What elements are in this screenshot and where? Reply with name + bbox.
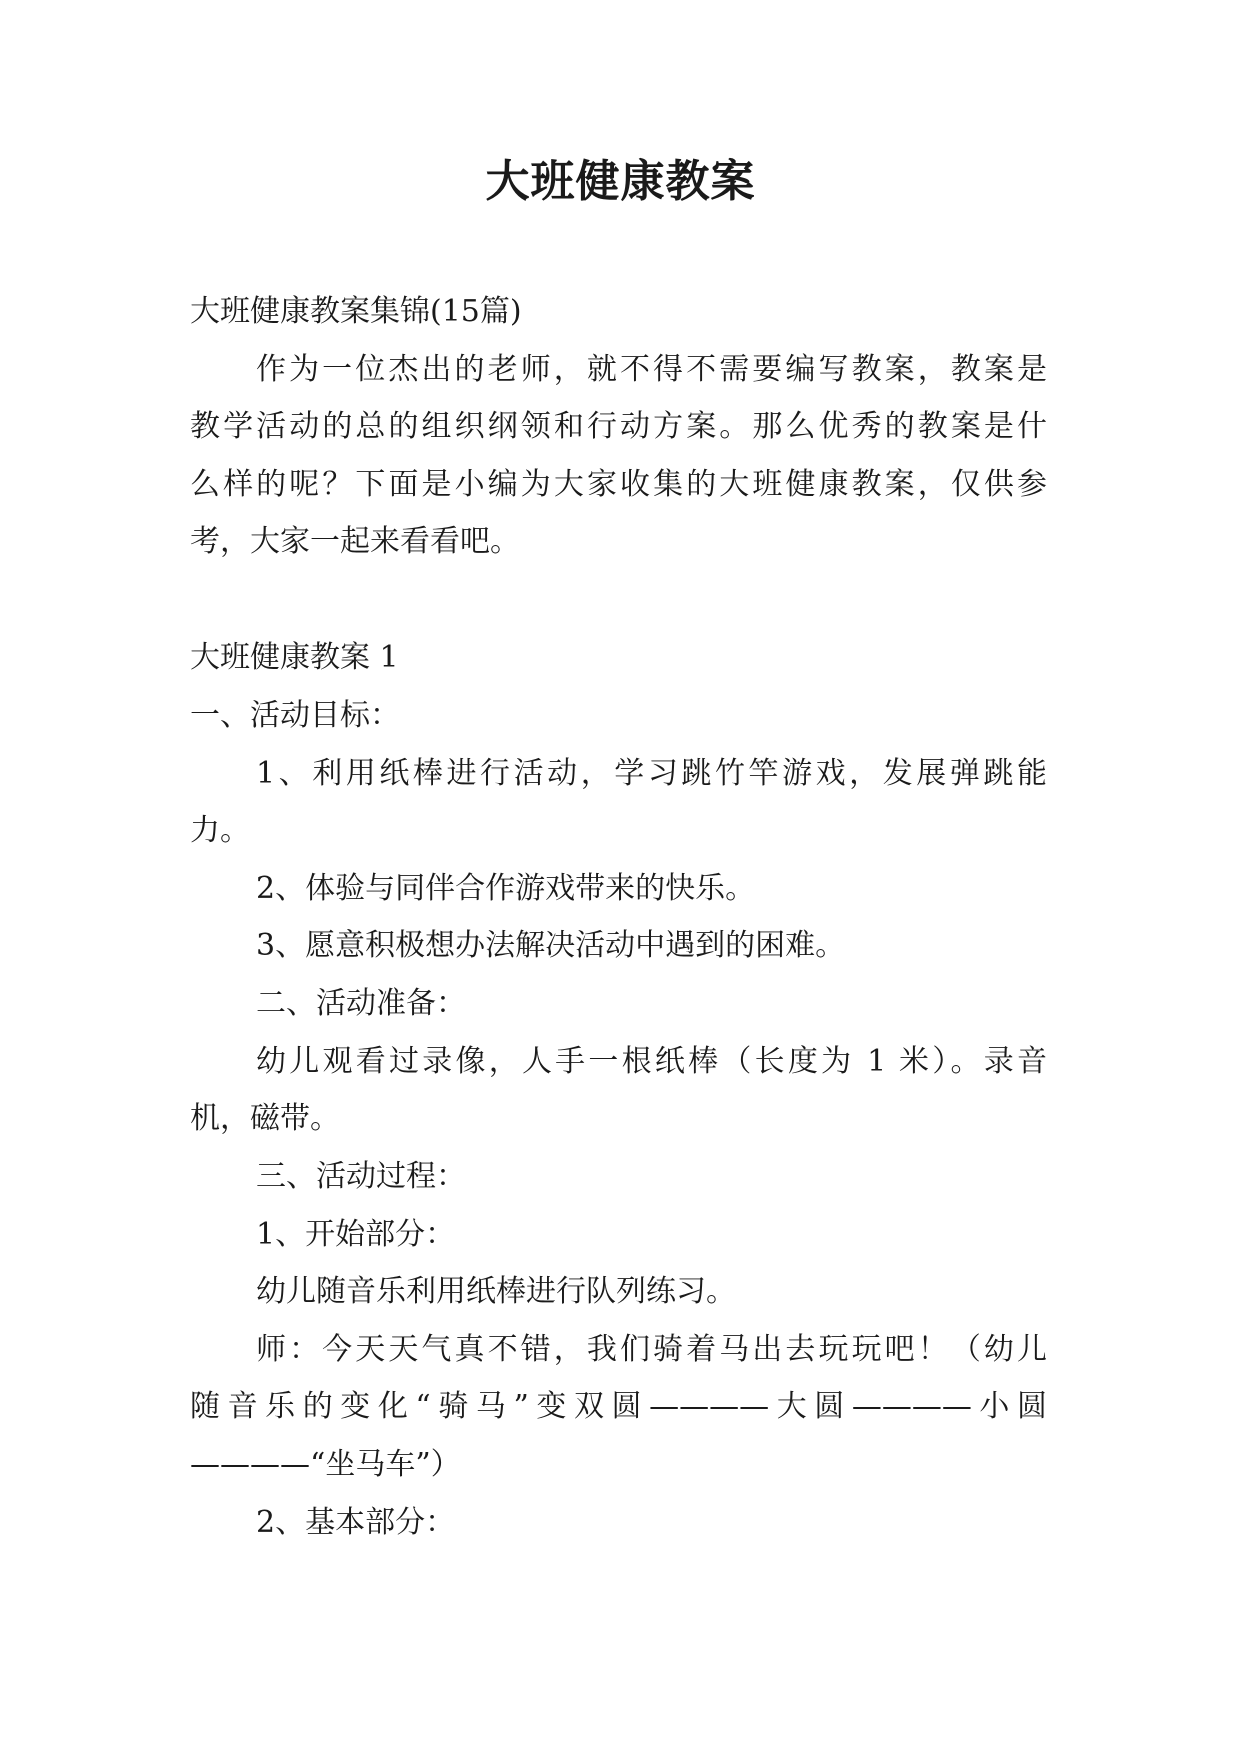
lesson-heading: 大班健康教案 1: [190, 640, 399, 675]
process-text: 幼儿随音乐利用纸棒进行队列练习。: [256, 1274, 736, 1309]
collection-heading: 大班健康教案集锦(15篇): [190, 294, 522, 329]
preparation-text: 机，磁带。: [190, 1101, 340, 1136]
section-heading: 三、活动过程：: [256, 1159, 466, 1194]
objective-item: 1、利用纸棒进行活动，学习跳竹竿游戏，发展弹跳能: [256, 756, 1047, 791]
intro-paragraph-line: 考，大家一起来看看吧。: [190, 524, 520, 559]
process-text: 师：今天天气真不错，我们骑着马出去玩玩吧！（幼儿: [256, 1332, 1047, 1367]
intro-paragraph-line: 么样的呢？下面是小编为大家收集的大班健康教案，仅供参: [190, 467, 1047, 502]
objective-item: 2、体验与同伴合作游戏带来的快乐。: [256, 871, 756, 906]
document-title: 大班健康教案: [485, 156, 756, 207]
section-heading: 一、活动目标：: [190, 698, 400, 733]
preparation-text: 幼儿观看过录像，人手一根纸棒（长度为 1 米）。录音: [256, 1044, 1047, 1079]
objective-item: 3、愿意积极想办法解决活动中遇到的困难。: [256, 928, 846, 963]
process-text: 随音乐的变化“骑马”变双圆————大圆————小圆: [190, 1389, 1047, 1424]
intro-paragraph-line: 教学活动的总的组织纲领和行动方案。那么优秀的教案是什: [190, 409, 1047, 444]
intro-paragraph-line: 作为一位杰出的老师，就不得不需要编写教案，教案是: [256, 352, 1047, 387]
section-heading: 二、活动准备：: [256, 986, 466, 1021]
process-text: ————“坐马车”）: [190, 1447, 461, 1482]
objective-item-continued: 力。: [190, 813, 250, 848]
subsection-heading: 2、基本部分：: [256, 1505, 456, 1540]
subsection-heading: 1、开始部分：: [256, 1217, 456, 1252]
